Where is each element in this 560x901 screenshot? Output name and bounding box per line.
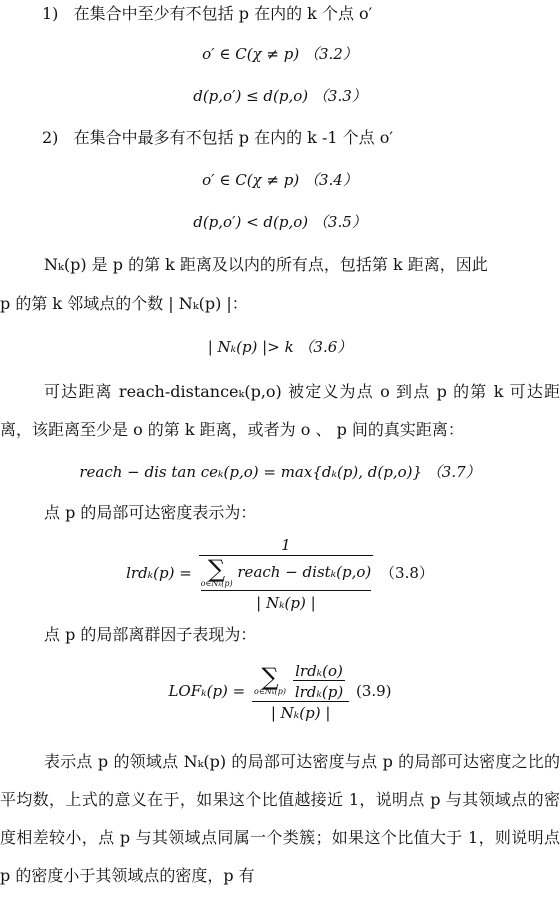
equation-3-5: d(p,o′) < d(p,o) （3.5）: [193, 213, 367, 231]
equation-3-8-sum-index: o∈Nₖ(p): [200, 579, 233, 588]
reach-distance-paragraph: 可达距离 reach-distanceₖ(p,o) 被定义为点 o 到点 p 的第 k 可达距离，该距离至少是 o 的第 k 距离，或者为 o 、 p 间的真实距离：: [0, 382, 560, 439]
equation-3-9: [0, 662, 560, 722]
condition-item-1: 1) 在集合中至少有不包括 p 在内的 k 个点 o′: [42, 4, 373, 23]
equation-3-2: o′ ∈ C(χ ≠ p) （3.2）: [202, 45, 358, 63]
equation-3-7: reach − dis tan ceₖ(p,o) = max{dₖ(p), d(p,o)} （3.7）: [79, 463, 481, 481]
summation-icon: ∑: [261, 663, 279, 691]
equation-3-8-lhs: lrdₖ(p) =: [126, 564, 192, 582]
equation-3-4: o′ ∈ C(χ ≠ p) （3.4）: [202, 171, 358, 189]
equation-3-6: | Nₖ(p) |> k （3.6）: [207, 338, 353, 356]
nk-definition-line-1: Nₖ(p) 是 p 的第 k 距离及以内的所有点，包括第 k 距离，因此: [44, 255, 488, 274]
summation-icon: ∑: [208, 555, 226, 583]
equation-3-8-numerator: 1: [281, 536, 291, 554]
equation-3-9-inner-denominator: lrdₖ(p): [293, 680, 345, 701]
final-paragraph: 表示点 p 的领域点 Nₖ(p) 的局部可达密度与点 p 的局部可达密度之比的平均数，上式的意义在于，如果这个比值越接近 1，说明点 p 与其领域点的密度相差较小，点 p 与其领域点同属一个类簇；如果这个比值大于 1，则说明点 p 的密度小于其领域点的密度，p 有: [0, 752, 560, 885]
lrd-intro: 点 p 的局部可达密度表示为：: [44, 503, 257, 522]
equation-3-8-denominator-body: reach − distₖ(p,o): [237, 563, 372, 581]
equation-3-3: d(p,o′) ≤ d(p,o) （3.3）: [193, 87, 367, 105]
nk-definition-line-2: p 的第 k 邻域点的个数 | Nₖ(p) |：: [0, 294, 248, 313]
lof-intro: 点 p 的局部离群因子表现为：: [44, 625, 257, 644]
equation-3-8: [0, 535, 560, 613]
equation-3-9-tag: (3.9): [355, 682, 392, 700]
equation-3-9-lhs: LOFₖ(p) =: [168, 682, 246, 700]
equation-3-9-denominator: | Nₖ(p) |: [252, 701, 349, 722]
equation-3-8-denominator-bottom: | Nₖ(p) |: [201, 590, 372, 613]
condition-item-2: 2) 在集合中最多有不包括 p 在内的 k -1 个点 o′: [42, 128, 393, 147]
equation-3-8-tag: （3.8）: [380, 564, 434, 582]
equation-3-9-inner-numerator: lrdₖ(o): [295, 662, 343, 680]
equation-3-9-sum-index: o∈Nₖ(p): [254, 687, 287, 696]
